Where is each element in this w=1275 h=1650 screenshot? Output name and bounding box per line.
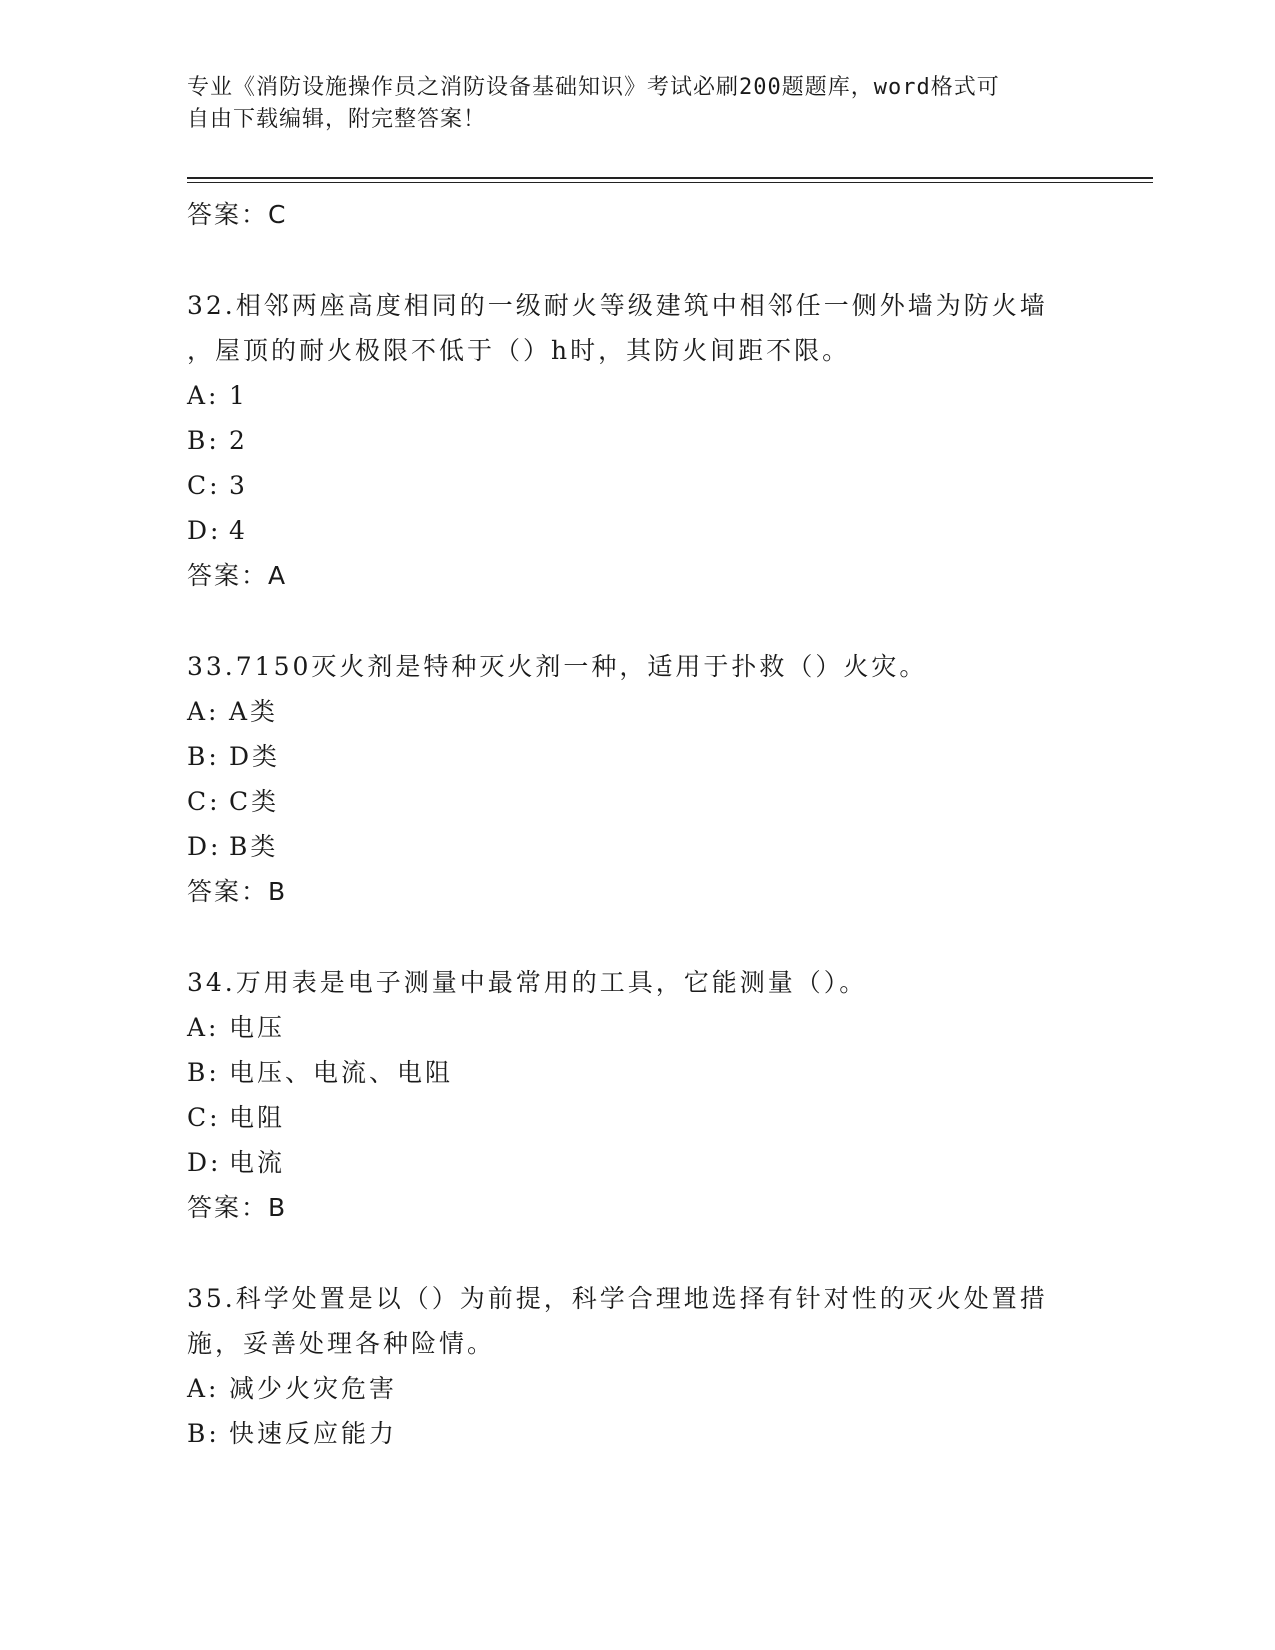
question-text-line: 34.万用表是电子测量中最常用的工具，它能测量（）。 xyxy=(187,968,868,997)
option-letter: C: xyxy=(187,471,221,500)
option-text: 3 xyxy=(229,471,248,500)
option-d xyxy=(187,508,1087,553)
option-letter: D: xyxy=(187,516,222,545)
option-c xyxy=(187,1095,1087,1140)
question-32 xyxy=(187,283,1087,598)
question-33 xyxy=(187,644,1087,914)
option-letter: A: xyxy=(187,381,220,410)
answer: 答案：B xyxy=(187,1193,288,1222)
answer: 答案：B xyxy=(187,877,288,906)
question-text-line: 施，妥善处理各种险情。 xyxy=(187,1329,496,1358)
option-letter: C: xyxy=(187,1103,221,1132)
option-text: A类 xyxy=(229,697,279,726)
option-text: 电压、电流、电阻 xyxy=(229,1058,454,1087)
question-text-line: ，屋顶的耐火极限不低于（）h时，其防火间距不限。 xyxy=(187,336,851,365)
previous-answer: 答案：C xyxy=(187,200,288,229)
option-b xyxy=(187,1411,1087,1456)
option-b xyxy=(187,418,1087,463)
option-letter: B: xyxy=(187,1058,220,1087)
question-text-line: 33.7150灭火剂是特种灭火剂一种，适用于扑救（）火灾。 xyxy=(187,652,928,681)
option-c xyxy=(187,779,1087,824)
option-letter: D: xyxy=(187,832,222,861)
header-divider xyxy=(187,177,1153,183)
option-c xyxy=(187,463,1087,508)
option-a xyxy=(187,1366,1087,1411)
option-letter: B: xyxy=(187,1419,220,1448)
question-text-line: 35.科学处置是以（）为前提，科学合理地选择有针对性的灭火处置措 xyxy=(187,1284,1048,1313)
option-letter: D: xyxy=(187,1148,222,1177)
header-line-1: 专业《消防设施操作员之消防设备基础知识》考试必刷200题题库，word格式可 xyxy=(187,75,1000,100)
option-letter: B: xyxy=(187,742,220,771)
option-text: D类 xyxy=(229,742,281,771)
answer: 答案：A xyxy=(187,561,288,590)
question-list xyxy=(187,192,1087,1456)
question-34 xyxy=(187,960,1087,1230)
question-35 xyxy=(187,1276,1087,1456)
option-letter: A: xyxy=(187,697,220,726)
option-text: C类 xyxy=(229,787,280,816)
question-text-line: 32.相邻两座高度相同的一级耐火等级建筑中相邻任一侧外墙为防火墙 xyxy=(187,291,1048,320)
option-text: 减少火灾危害 xyxy=(229,1374,398,1403)
option-text: 1 xyxy=(229,381,248,410)
option-b xyxy=(187,1050,1087,1095)
page-header xyxy=(187,72,1087,136)
option-text: 4 xyxy=(229,516,248,545)
option-b xyxy=(187,734,1087,779)
option-letter: A: xyxy=(187,1374,220,1403)
option-d xyxy=(187,824,1087,869)
option-text: 2 xyxy=(229,426,248,455)
option-text: 快速反应能力 xyxy=(229,1419,398,1448)
option-text: B类 xyxy=(229,832,279,861)
option-letter: B: xyxy=(187,426,220,455)
option-text: 电流 xyxy=(229,1148,286,1177)
option-letter: A: xyxy=(187,1013,220,1042)
option-text: 电压 xyxy=(229,1013,286,1042)
option-a xyxy=(187,373,1087,418)
option-a xyxy=(187,689,1087,734)
option-a xyxy=(187,1005,1087,1050)
header-line-2: 自由下载编辑，附完整答案！ xyxy=(187,107,487,132)
option-d xyxy=(187,1140,1087,1185)
option-letter: C: xyxy=(187,787,221,816)
option-text: 电阻 xyxy=(229,1103,286,1132)
